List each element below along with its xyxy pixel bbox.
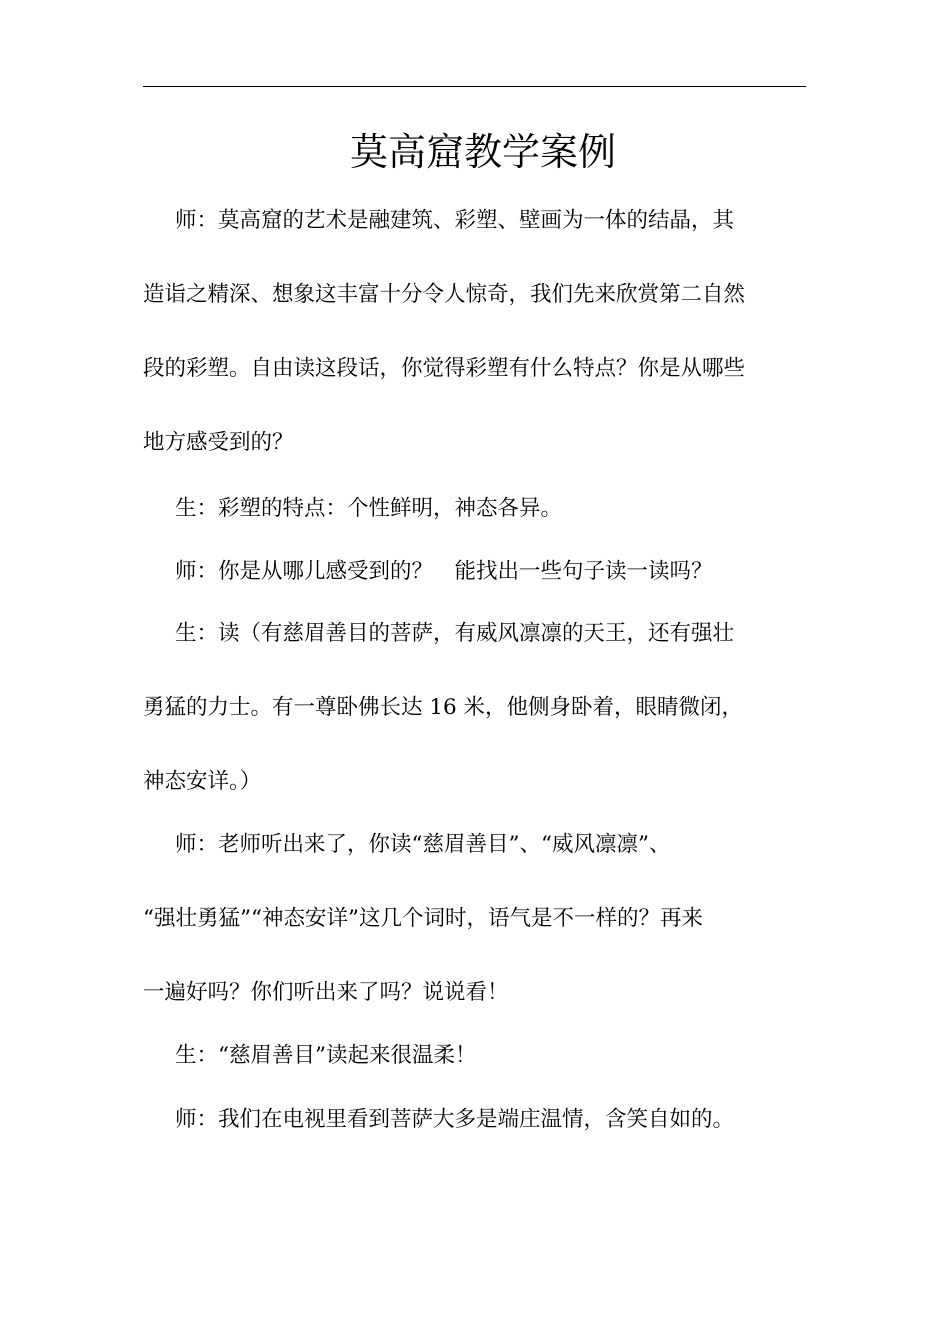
paragraph-line: 师：老师听出来了，你读“慈眉善目”、“威风凛凛”、	[175, 832, 671, 857]
paragraph-teacher-tone	[143, 808, 806, 1030]
paragraph-teacher-closing	[143, 1105, 806, 1135]
paragraph-teacher-followup	[143, 557, 806, 587]
paragraph-line: 段的彩塑。自由读这段话，你觉得彩塑有什么特点？你是从哪些	[143, 356, 746, 381]
paragraph-line: 师：你是从哪儿感受到的？ 能找出一些句子读一读吗？	[175, 559, 713, 584]
paragraph-line: “强壮勇猛”“神态安详”这几个词时，语气是不一样的？再来	[143, 906, 703, 931]
paragraph-student-reading	[143, 597, 806, 819]
paragraph-line: 生：彩塑的特点：个性鲜明，神态各异。	[175, 496, 563, 521]
paragraph-line: 生：读（有慈眉善目的菩萨，有威风凛凛的天王，还有强壮	[175, 621, 735, 646]
paragraph-line: 师：莫高窟的艺术是融建筑、彩塑、壁画为一体的结晶，其	[175, 208, 735, 233]
paragraph-line: 生：“慈眉善目”读起来很温柔！	[175, 1043, 477, 1068]
paragraph-student-answer-2	[143, 1041, 806, 1071]
paragraph-line: 地方感受到的？	[143, 430, 294, 455]
document-title: 莫高窟教学案例	[349, 130, 616, 174]
paragraph-student-answer-1	[143, 494, 806, 524]
paragraph-teacher-intro	[143, 184, 806, 480]
header-rule	[143, 86, 806, 87]
paragraph-line: 师：我们在电视里看到菩萨大多是端庄温情，含笑自如的。	[175, 1107, 735, 1132]
paragraph-line: 神态安详。）	[143, 769, 262, 794]
paragraph-line: 勇猛的力士。有一尊卧佛长达 16 米，他侧身卧着，眼睛微闭，	[143, 695, 744, 720]
paragraph-line: 造诣之精深、想象这丰富十分令人惊奇，我们先来欣赏第二自然	[143, 282, 746, 307]
paragraph-line: 一遍好吗？你们听出来了吗？说说看！	[143, 980, 509, 1005]
